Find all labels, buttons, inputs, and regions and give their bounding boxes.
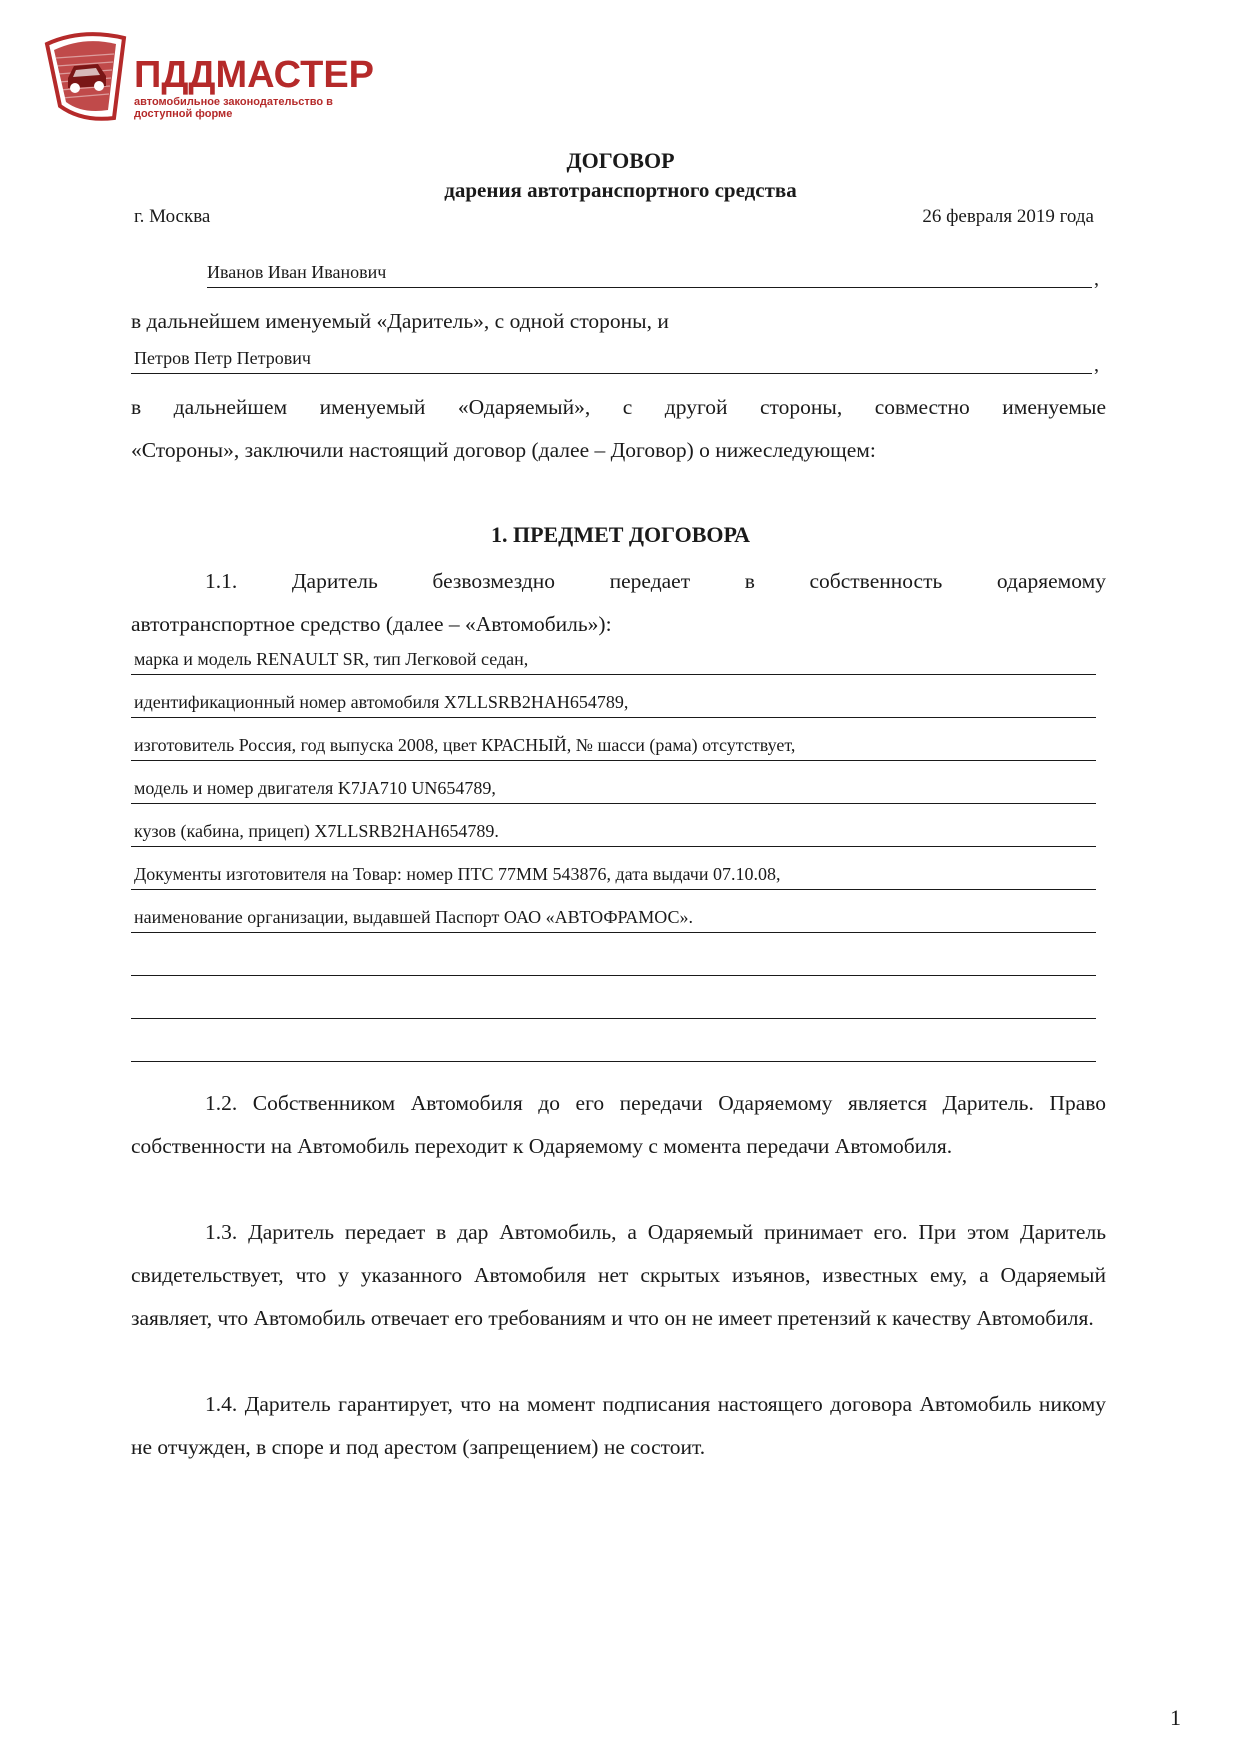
clause-1-3: 1.3. Даритель передает в дар Автомобиль, а Одаряемый принимает его. При этом Даритель свидетельствует, что у указанного Автомобиля нет скрытых изъянов, известных ему, а Одаряемый заявляет, что Автомобиль отвечает его требованиям и что он не имеет претензий к качеству Автомобиля.	[131, 1220, 1106, 1330]
donee-role-text-2: «Стороны», заключили настоящий договор (далее – Договор) о нижеследующем:	[131, 438, 876, 462]
document-title: ДОГОВОР	[566, 148, 675, 173]
donor-name-field	[207, 261, 1092, 288]
car-shield-icon	[42, 26, 132, 126]
donee-role-text-1: в дальнейшем именуемый «Одаряемый», с другой стороны, совместно именуемые	[131, 395, 1106, 419]
logo-tagline: автомобильное законодательство в доступной форме	[134, 96, 333, 120]
logo	[42, 26, 387, 126]
vehicle-line	[131, 677, 1096, 718]
donor-role-text: в дальнейшем именуемый «Даритель», с одной стороны, и	[131, 309, 669, 333]
vehicle-line-blank	[131, 1021, 1096, 1062]
donee-comma: ,	[1094, 354, 1099, 376]
vehicle-line-text: кузов (кабина, прицеп) X7LLSRB2HAH654789.	[134, 821, 499, 841]
vehicle-line-text: Документы изготовителя на Товар: номер ПТС 77ММ 543876, дата выдачи 07.10.08,	[134, 864, 781, 884]
donee-name-field	[131, 347, 1092, 374]
vehicle-line	[131, 806, 1096, 847]
clause-1-2: 1.2. Собственником Автомобиля до его передачи Одаряемому является Даритель. Право собственности на Автомобиль переходит к Одаряемому с момента передачи Автомобиля.	[131, 1091, 1106, 1158]
document-subtitle: дарения автотранспортного средства	[444, 178, 797, 202]
vehicle-line	[131, 849, 1096, 890]
contract-date: 26 февраля 2019 года	[922, 206, 1094, 227]
vehicle-line	[131, 634, 1096, 675]
donee-name: Петров Петр Петрович	[134, 348, 311, 368]
vehicle-line-text: изготовитель Россия, год выпуска 2008, цвет КРАСНЫЙ, № шасси (рама) отсутствует,	[134, 735, 796, 755]
place: г. Москва	[134, 206, 211, 227]
vehicle-line	[131, 892, 1096, 933]
clause-1-1b: автотранспортное средство (далее – «Автомобиль»):	[131, 612, 612, 636]
page-number: 1	[1170, 1705, 1181, 1730]
donor-name: Иванов Иван Иванович	[207, 262, 387, 282]
vehicle-line-text: наименование организации, выдавшей Паспорт ОАО «АВТОФРАМОС».	[134, 907, 693, 927]
section-1-heading: 1. ПРЕДМЕТ ДОГОВОРА	[490, 522, 751, 547]
logo-brand: ПДДМАСТЕР	[134, 54, 375, 96]
clause-1-1a: 1.1. Даритель безвозмездно передает в собственность одаряемому	[205, 569, 1106, 593]
vehicle-line-blank	[131, 978, 1096, 1019]
vehicle-line	[131, 763, 1096, 804]
clause-1-4: 1.4. Даритель гарантирует, что на момент подписания настоящего договора Автомобиль никому не отчужден, в споре и под арестом (запрещением) не состоит.	[131, 1392, 1106, 1459]
vehicle-line-text: марка и модель RENAULT SR, тип Легковой седан,	[134, 649, 529, 669]
vehicle-line-blank	[131, 935, 1096, 976]
vehicle-line-text: модель и номер двигателя K7JA710 UN654789,	[134, 778, 496, 798]
donor-comma: ,	[1094, 268, 1099, 290]
vehicle-line	[131, 720, 1096, 761]
vehicle-line-text: идентификационный номер автомобиля X7LLSRB2HAH654789,	[134, 692, 629, 712]
